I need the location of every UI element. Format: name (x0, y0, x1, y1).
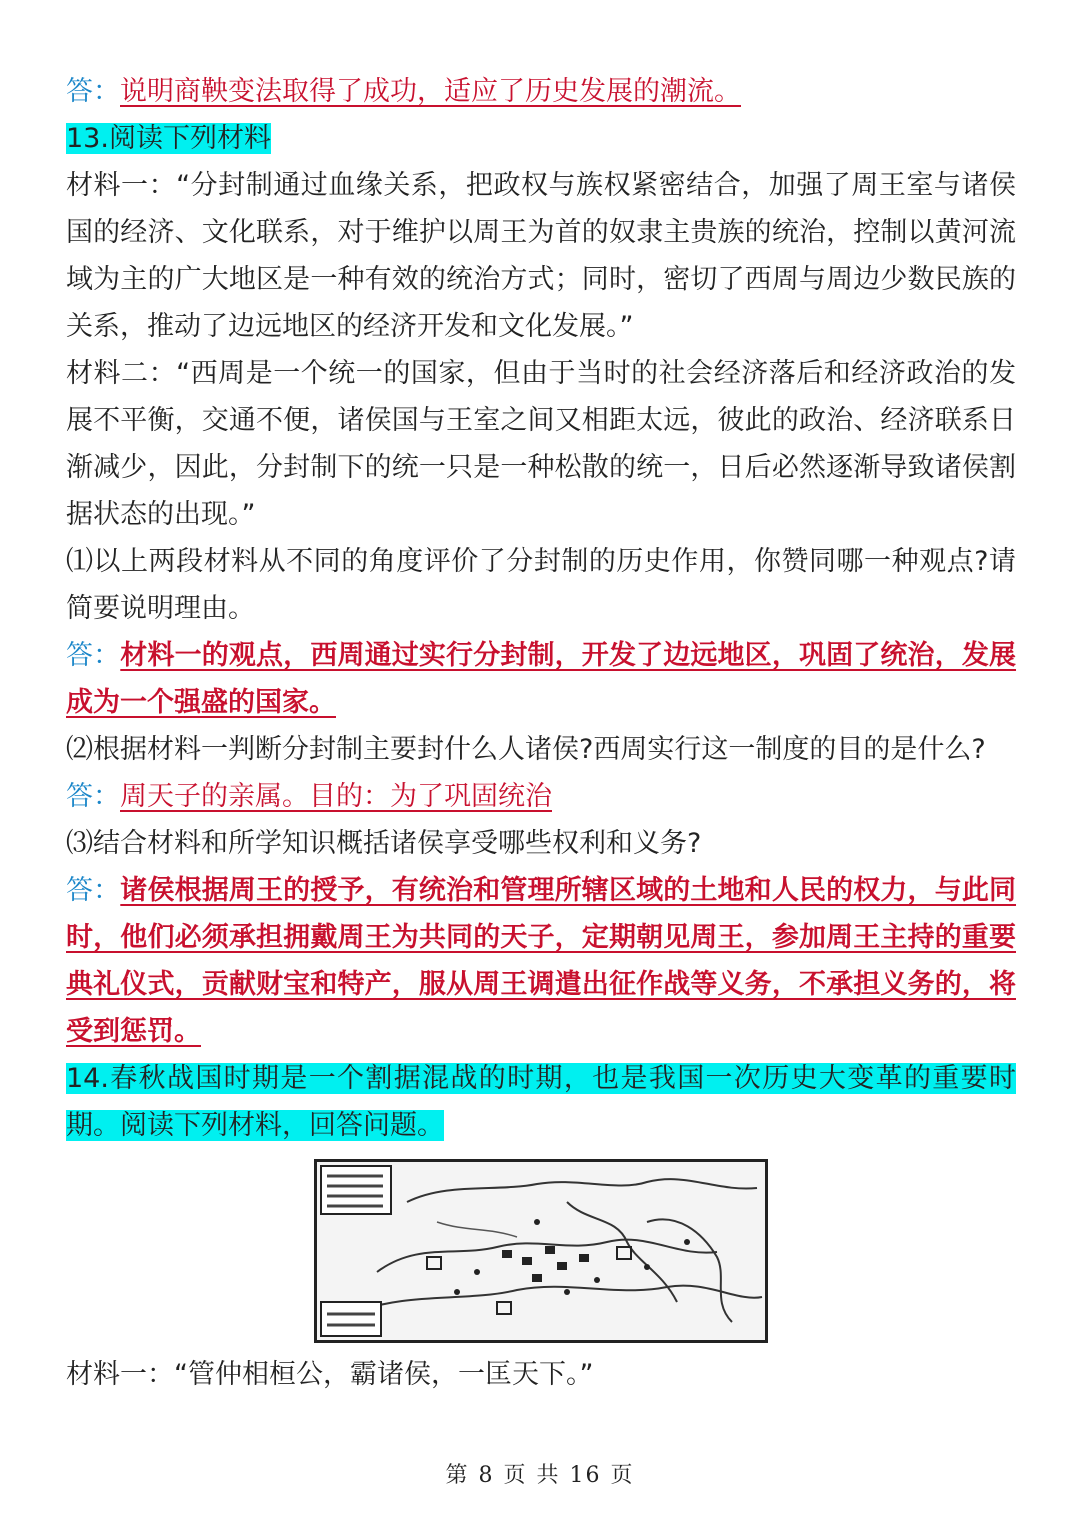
q13-sub1-answer (66, 632, 1016, 726)
answer-text: 周天子的亲属。目的：为了巩固统治 (120, 781, 552, 812)
question-heading: 14.春秋战国时期是一个割据混战的时期，也是我国一次历史大变革的重要时期。阅读下列材料，回答问题。 (66, 1063, 1016, 1141)
answer-label: 答： (66, 781, 120, 812)
q14-heading (66, 1055, 1016, 1149)
answer-label: 答： (66, 76, 120, 107)
q14-material-1: 材料一：“管仲相桓公，霸诸侯，一匡天下。” (66, 1359, 594, 1390)
q13-sub3-answer (66, 867, 1016, 1055)
question-heading: 13.阅读下列材料 (66, 123, 271, 154)
q13-sub2-answer (66, 773, 1016, 820)
document-page (66, 68, 1016, 1398)
q13-sub3-question: ⑶结合材料和所学知识概括诸侯享受哪些权利和义务? (66, 828, 702, 859)
historical-map-image (314, 1159, 768, 1343)
map-drawing (317, 1162, 765, 1340)
answer-text: 材料一的观点，西周通过实行分封制，开发了边远地区，巩固了统治，发展成为一个强盛的国家。 (66, 640, 1017, 718)
q13-sub1-question: ⑴以上两段材料从不同的角度评价了分封制的历史作用，你赞同哪一种观点?请简要说明理由。 (66, 546, 1016, 624)
page-footer: 第 8 页 共 16 页 (445, 1463, 635, 1488)
answer-text: 诸侯根据周王的授予，有统治和管理所辖区域的土地和人民的权力，与此同时，他们必须承担拥戴周王为共同的天子，定期朝见周王，参加周王主持的重要典礼仪式，贡献财宝和特产，服从周王调遣出征作战等义务，不承担义务的，将受到惩罚。 (66, 875, 1017, 1047)
map-container (66, 1159, 1016, 1343)
q13-material-2: 材料二：“西周是一个统一的国家，但由于当时的社会经济落后和经济政治的发展不平衡，交通不便，诸侯国与王室之间又相距太远，彼此的政治、经济联系日渐减少，因此，分封制下的统一只是一种松散的统一，日后必然逐渐导致诸侯割据状态的出现。” (66, 358, 1016, 530)
q13-sub2-question: ⑵根据材料一判断分封制主要封什么人诸侯?西周实行这一制度的目的是什么? (66, 734, 986, 765)
q13-heading (66, 115, 1016, 162)
answer-text: 说明商鞅变法取得了成功，适应了历史发展的潮流。 (120, 76, 741, 107)
answer-label: 答： (66, 640, 121, 671)
q13-material-1: 材料一：“分封制通过血缘关系，把政权与族权紧密结合，加强了周王室与诸侯国的经济、文化联系，对于维护以周王为首的奴隶主贵族的统治，控制以黄河流域为主的广大地区是一种有效的统治方式；同时，密切了西周与周边少数民族的关系，推动了边远地区的经济开发和文化发展。” (66, 170, 1016, 342)
answer-label: 答： (66, 875, 121, 906)
q12-answer (66, 68, 1016, 115)
